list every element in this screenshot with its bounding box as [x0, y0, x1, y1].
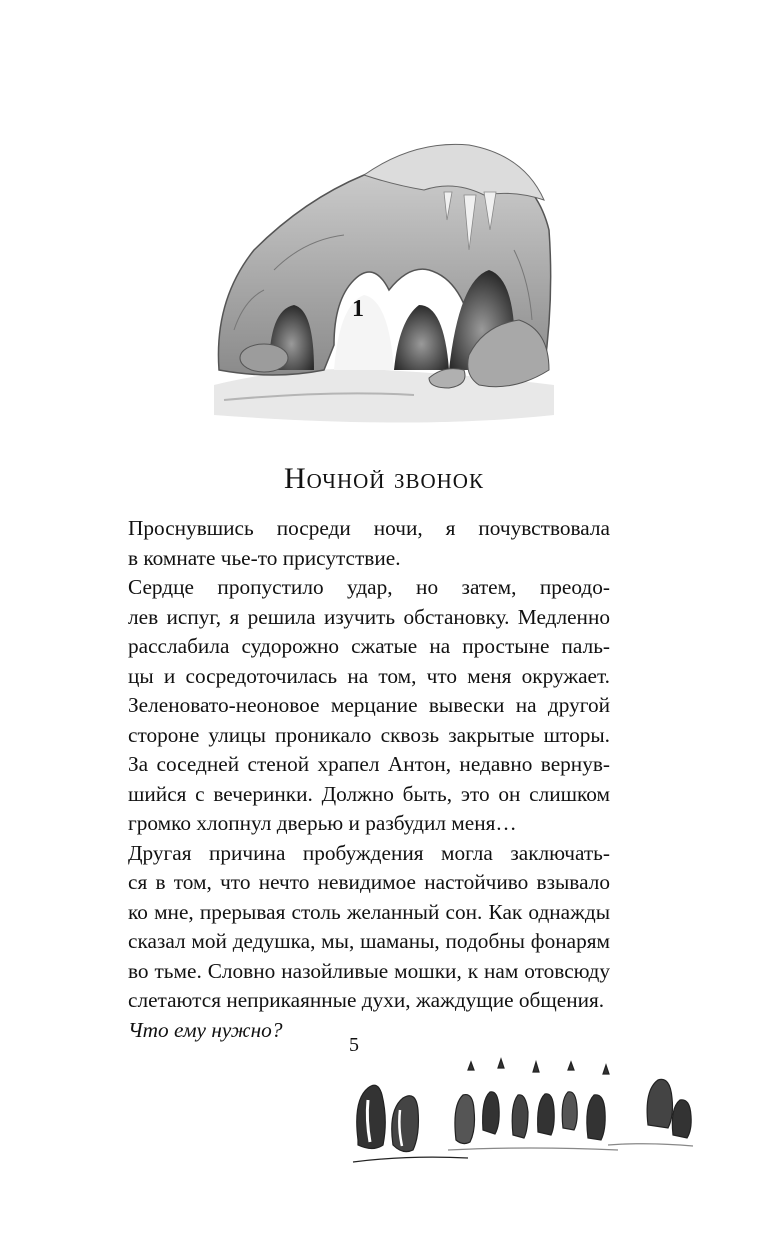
text-line: ко мне, прерывая столь желанный сон. Как однажды	[128, 899, 610, 924]
penguins-illustration	[348, 1050, 698, 1165]
text-line: Проснувшись посреди ночи, я почувствовала	[128, 516, 610, 540]
paragraph-italic	[128, 1016, 610, 1046]
text-line: Другая причина пробуждения могла заключать-	[128, 840, 610, 865]
text-line: ся в том, что нечто невидимое настойчиво взывало	[128, 870, 610, 894]
text-line: За соседней стеной храпел Антон, недавно вернув-	[128, 752, 610, 776]
paragraph	[128, 839, 610, 1016]
text-line: стороне улицы проникало сквозь закрытые шторы.	[128, 722, 610, 747]
text-line: во тьме. Словно назойливые мошки, к нам отовсюду	[128, 958, 610, 983]
text-line: слетаются неприкаянные духи, жаждущие общения.	[128, 988, 605, 1012]
text-line: в комнате чье-то присутствие.	[128, 545, 401, 570]
text-line: Сердце пропустило удар, но затем, преодо-	[128, 575, 610, 599]
cave-illustration	[214, 130, 554, 430]
chapter-number: 1	[352, 296, 364, 322]
page-number: 5	[349, 1034, 359, 1056]
chapter-title: Ночной звонок	[284, 462, 484, 495]
text-line: шийся с вечеринки. Должно быть, это он слишком	[128, 781, 610, 806]
text-line: лев испуг, я решила изучить обстановку. Медленно	[128, 604, 610, 629]
text-line: цы и сосредоточилась на том, что меня окружает.	[128, 663, 610, 688]
paragraph	[128, 573, 610, 839]
text-line: сказал мой дедушка, мы, шаманы, подобны фонарям	[128, 929, 610, 953]
paragraph	[128, 514, 610, 573]
text-line: Зеленовато-неоновое мерцание вывески на другой	[128, 693, 610, 717]
text-line: расслабила судорожно сжатые на простыне паль-	[128, 634, 610, 658]
body-text	[128, 514, 610, 1045]
text-line: громко хлопнул дверью и разбудил меня…	[128, 811, 517, 835]
text-line: Что ему нужно?	[128, 1017, 283, 1042]
